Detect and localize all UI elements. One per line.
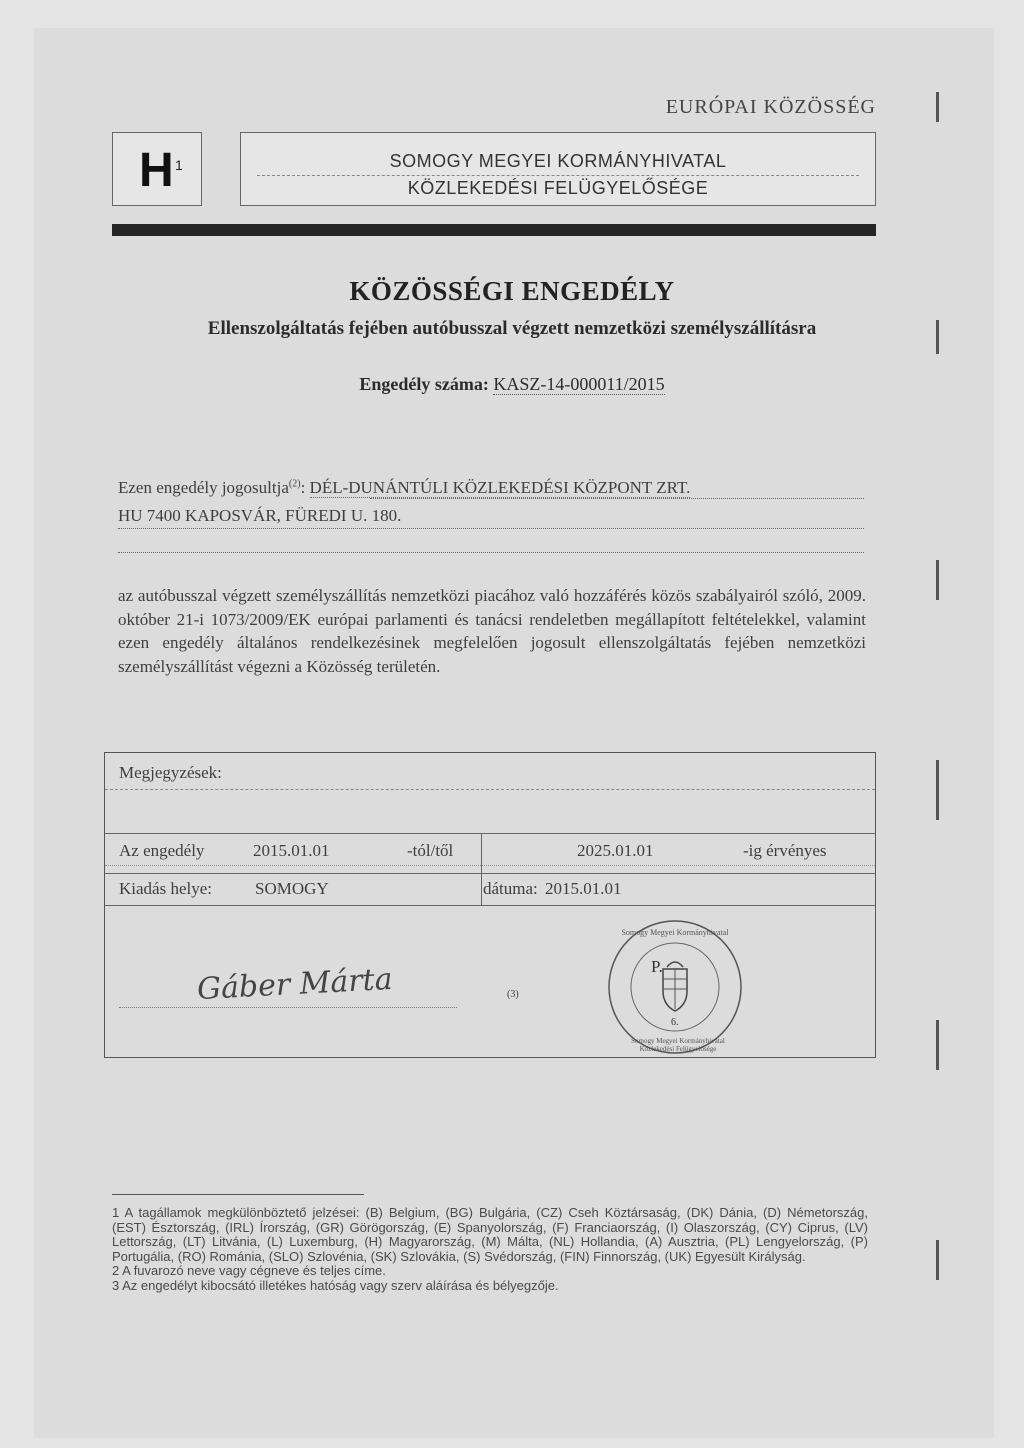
svg-text:Somogy Megyei Kormányhivatal: Somogy Megyei Kormányhivatal <box>621 928 729 937</box>
remarks-label: Megjegyzések: <box>119 763 222 782</box>
table-divider <box>105 905 875 906</box>
holder-colon: : <box>300 478 306 497</box>
issue-date: 2015.01.01 <box>545 879 622 898</box>
holder-address-line <box>118 506 868 526</box>
validity-column-divider <box>481 833 482 873</box>
permit-number: KASZ-14-000011/2015 <box>493 374 665 394</box>
stamp-seal-icon <box>605 917 745 1057</box>
issue-place-label: Kiadás helye: <box>119 879 212 898</box>
stamp-text: Somogy Megyei Kormányhivatal Közlekedési Felügyelősége <box>631 1037 725 1053</box>
empty-dotted-rule <box>118 552 864 553</box>
validity-label: Az engedély <box>119 841 205 860</box>
table-divider <box>105 833 875 834</box>
stamp-letter: P. <box>651 957 663 976</box>
footnote-2: 2 A fuvarozó neve vagy cégneve és teljes címe. <box>112 1263 386 1278</box>
authority-department: KÖZLEKEDÉSI FELÜGYELŐSÉGE <box>407 178 709 198</box>
issue-column-divider <box>481 873 482 905</box>
signature: Gáber Márta <box>196 961 394 1008</box>
table-divider <box>105 873 875 874</box>
authority-name: SOMOGY MEGYEI KORMÁNYHIVATAL <box>389 151 727 171</box>
document-title: KÖZÖSSÉGI ENGEDÉLY <box>349 276 675 306</box>
country-footnote-ref: 1 <box>175 157 183 173</box>
authority-divider <box>257 175 859 176</box>
valid-from-date: 2015.01.01 <box>253 841 330 860</box>
holder-footnote-ref: (2) <box>288 478 301 490</box>
issue-date-label: dátuma: <box>483 879 538 898</box>
scan-artifact <box>936 1020 939 1070</box>
scan-artifact <box>936 92 939 122</box>
permit-details-table <box>104 752 876 1058</box>
holder-dotted-rule <box>370 498 864 499</box>
valid-to-date: 2025.01.01 <box>577 841 654 860</box>
scan-artifact <box>936 760 939 820</box>
document-subtitle: Ellenszolgáltatás fejében autóbusszal végzett nemzetközi személyszállításra <box>207 318 817 339</box>
footnote-rule <box>112 1194 364 1195</box>
country-code-box <box>112 132 202 206</box>
holder-line <box>118 478 868 498</box>
stamp-footnote-ref: (3) <box>507 989 519 1000</box>
footnotes <box>112 1206 868 1293</box>
header-bar <box>112 224 876 236</box>
permit-number-label: Engedély száma: <box>359 374 489 394</box>
valid-to-suffix: -ig érvényes <box>743 841 827 860</box>
issue-place: SOMOGY <box>255 879 329 898</box>
scan-artifact <box>936 1240 939 1280</box>
validity-dotted-rule <box>105 865 875 866</box>
scan-artifact <box>936 560 939 600</box>
remarks-dotted-rule <box>105 789 875 790</box>
stamp-number: 6. <box>671 1017 679 1028</box>
footnote-1: 1 A tagállamok megkülönböztető jelzései: (B) Belgium, (BG) Bulgária, (CZ) Cseh Köztársaság, (DK) Dánia, (D) Németország, (EST) Észtország, (IRL) Írország, (GR) Görögország, (E) Spanyolország, (F) Franciaország, (I) Olaszország, (CY) Ciprus, (LV) Lettország, (LT) Litvánia, (L) Luxemburg, (H) Magyarország, (M) Málta, (NL) Hollandia, (A) Ausztria, (PL) Lengyelország, (P) Portugália, (RO) Románia, (SLO) Szlovénia, (SK) Szlovákia, (S) Svédország, (FIN) Finnország, (UK) Egyesült Királyság. <box>112 1205 868 1264</box>
signature-line <box>119 1007 457 1008</box>
footnote-3: 3 Az engedélyt kibocsátó illetékes hatóság vagy szerv aláírása és bélyegzője. <box>112 1277 559 1293</box>
official-stamp <box>605 917 745 1057</box>
permit-conditions-text: az autóbusszal végzett személyszállítás nemzetközi piacához való hozzáférés közös szabályairól szóló, 2009. október 21-i 1073/2009/EK európai parlamenti és tanácsi rendeletben megállapított feltételekkel, valamint ezen engedély általános rendelkezésinek megfelelően jogosult ellenszolgáltatás fejében nemzetközi személyszállítást végezni a Közösség területén. <box>118 586 866 676</box>
holder-name: DÉL-DUNÁNTÚLI KÖZLEKEDÉSI KÖZPONT ZRT. <box>309 478 691 497</box>
issuing-authority-box <box>240 132 876 206</box>
valid-from-suffix: -tól/től <box>407 841 454 860</box>
holder-label: Ezen engedély jogosultja <box>118 478 289 497</box>
permit-number-line <box>0 374 1024 395</box>
address-dotted-rule <box>118 528 864 529</box>
country-code: H <box>139 144 174 197</box>
community-label: EURÓPAI KÖZÖSSÉG <box>665 96 876 118</box>
holder-address: HU 7400 KAPOSVÁR, FÜREDI U. 180. <box>118 506 402 525</box>
